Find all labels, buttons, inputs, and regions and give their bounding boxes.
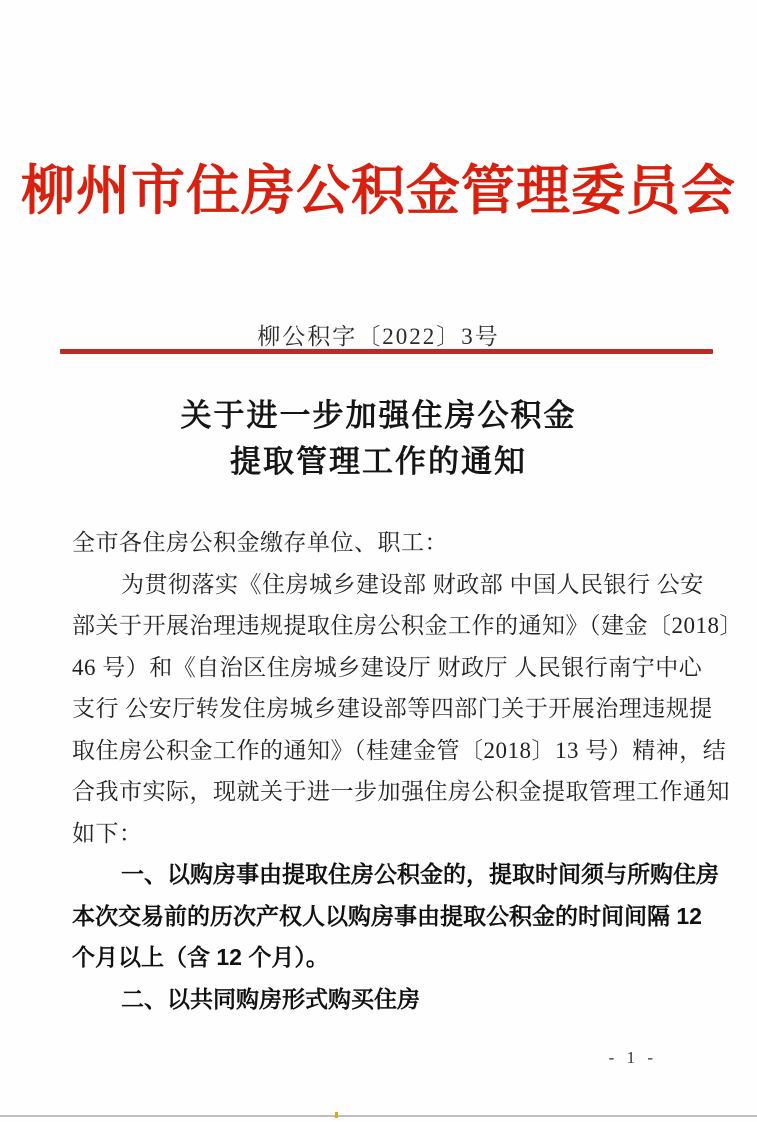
document-number: 柳公积字〔2022〕3号 — [257, 324, 500, 349]
body-line: 46 号）和《自治区住房城乡建设厅 财政厅 人民银行南宁中心 — [72, 654, 703, 680]
page-number: - 1 - — [608, 1048, 657, 1067]
body-line: 全市各住房公积金缴存单位、职工： — [72, 530, 448, 555]
document-org-title: 柳州市住房公积金管理委员会 — [21, 161, 736, 221]
red-separator-line — [60, 349, 713, 354]
body-line: 合我市实际，现就关于进一步加强住房公积金提取管理工作通知 — [72, 779, 730, 804]
body-line: 个月以上（含 12 个月）。 — [72, 944, 329, 970]
scan-speck — [335, 1112, 338, 1118]
body-line: 本次交易前的历次产权人以购房事由提取公积金的时间间隔 12 — [72, 902, 702, 929]
body-line: 部关于开展治理违规提取住房公积金工作的通知》（建金〔2018〕 — [72, 613, 743, 638]
document-title-line1: 关于进一步加强住房公积金 — [180, 398, 577, 433]
document-body — [72, 522, 743, 1020]
scan-bottom-edge — [0, 1115, 757, 1117]
body-line: 如下： — [72, 820, 143, 846]
document-title — [0, 393, 757, 485]
body-line: 为贯彻落实《住房城乡建设部 财政部 中国人民银行 公安 — [121, 571, 704, 597]
document-title-line2: 提取管理工作的通知 — [230, 444, 527, 479]
body-line: 取住房公积金工作的通知》（桂建金管〔2018〕13 号）精神，结 — [72, 737, 727, 763]
body-line: 二、以共同购房形式购买住房 — [121, 985, 420, 1012]
body-line: 一、以购房事由提取住房公积金的，提取时间须与所购住房 — [121, 861, 719, 887]
body-line: 支行 公安厅转发住房城乡建设部等四部门关于开展治理违规提 — [72, 696, 713, 721]
